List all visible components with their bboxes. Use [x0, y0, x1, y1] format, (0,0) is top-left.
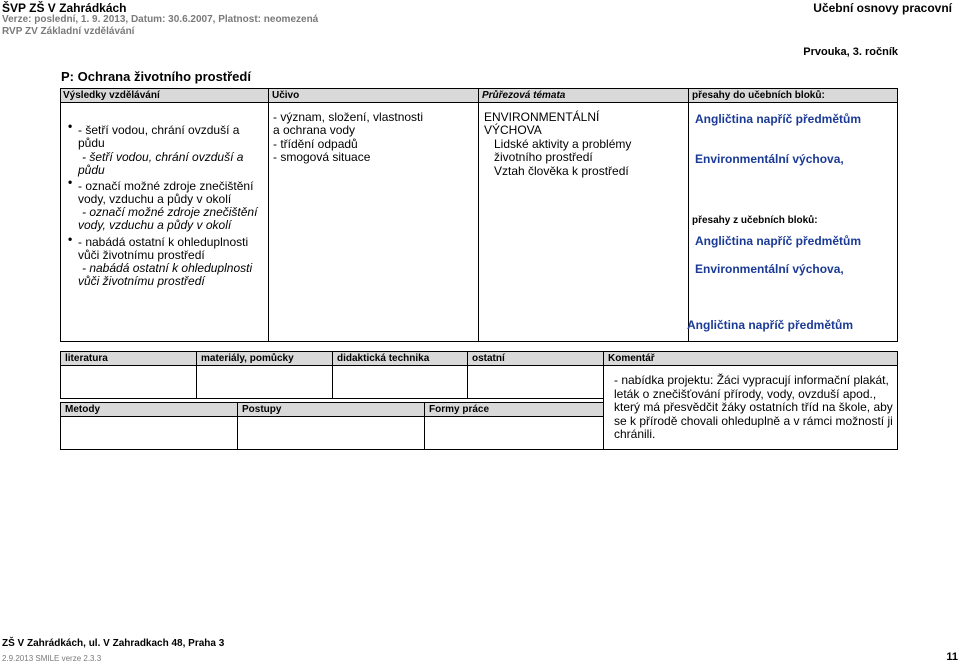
comment-text: - nabídka projektu: Žáci vypracují informační plakát, leták o znečišťování přírody, vody, ovzduší apod., který má přesvědčit žáky ostatních tříd na škole, aby se k přírodě chovali ohleduplně a v rámci možností ji chránili. — [614, 373, 893, 441]
column-divider — [478, 88, 479, 342]
procedures-cell — [237, 416, 425, 450]
overlap-to-link[interactable]: Angličtina napříč předmětům — [695, 112, 862, 126]
overlap-from-link[interactable]: Angličtina napříč předmětům — [695, 234, 862, 248]
footer-address: ZŠ V Zahrádkách, ul. V Zahradkach 48, Praha 3 — [2, 638, 225, 649]
column-divider — [688, 88, 689, 342]
column-header-themes: Průřezová témata — [482, 90, 566, 101]
footer-date: 2.9.2013 SMILE verze 2.3.3 — [2, 654, 102, 663]
comment-header: Komentář — [603, 351, 898, 366]
content-list: - význam, složení, vlastnosti a ochrana vody - třídění odpadů - smogová situace — [273, 110, 424, 165]
methods-header: Metody — [60, 402, 238, 417]
section-title: Učební osnovy pracovní — [813, 1, 952, 15]
version-info: Verze: poslední, 1. 9. 2013, Datum: 30.6.2007, Platnost: neomezená — [2, 14, 319, 25]
outcome-text: - šetří vodou, chrání ovzduší a půdu — [78, 123, 240, 151]
materials-cell — [196, 365, 333, 399]
outcome-text-italic: - šetří vodou, chrání ovzduší a půdu — [78, 150, 244, 178]
school-name: ŠVP ZŠ V Zahrádkách — [2, 1, 127, 15]
overlap-from-link[interactable]: Environmentální výchova, — [695, 262, 844, 276]
column-header-overlaps: přesahy do učebních bloků: — [692, 90, 825, 101]
column-divider — [268, 88, 269, 342]
bullet-icon: • — [68, 119, 73, 133]
didactics-cell — [332, 365, 468, 399]
column-header-content: Učivo — [272, 90, 300, 101]
overlap-extra-link[interactable]: Angličtina napříč předmětům — [687, 318, 854, 332]
procedures-header: Postupy — [237, 402, 425, 417]
literature-header: literatura — [60, 351, 197, 366]
forms-cell — [424, 416, 604, 450]
rvp-info: RVP ZV Základní vzdělávání — [2, 26, 135, 37]
bullet-icon: • — [68, 175, 73, 189]
other-header: ostatní — [467, 351, 604, 366]
subject-title: P: Ochrana životního prostředí — [61, 69, 251, 84]
outcome-text: - označí možné zdroje znečištění vody, vzduchu a půdy v okolí — [78, 179, 254, 207]
literature-cell — [60, 365, 197, 399]
overlaps-from-label: přesahy z učebních bloků: — [692, 215, 818, 226]
outcome-text-italic: - označí možné zdroje znečištění vody, vzduchu a půdy v okolí — [78, 205, 258, 233]
didactics-header: didaktická technika — [332, 351, 468, 366]
overlap-to-link[interactable]: Environmentální výchova, — [695, 152, 844, 166]
forms-header: Formy práce — [424, 402, 604, 417]
methods-cell — [60, 416, 238, 450]
grade-label: Prvouka, 3. ročník — [803, 46, 898, 58]
outcome-text-italic: - nabádá ostatní k ohleduplnosti vůči životnímu prostředí — [78, 261, 253, 289]
cross-theme: ENVIRONMENTÁLNÍ VÝCHOVA Lidské aktivity a problémy životního prostředí Vztah člověka k prostředí — [484, 110, 632, 178]
bullet-icon: • — [68, 232, 73, 246]
materials-header: materiály, pomůcky — [196, 351, 333, 366]
column-header-outcomes: Výsledky vzdělávání — [63, 90, 160, 101]
other-cell — [467, 365, 604, 399]
outcome-text: - nabádá ostatní k ohleduplnosti vůči životnímu prostředí — [78, 235, 249, 263]
page-number: 11 — [946, 651, 958, 663]
